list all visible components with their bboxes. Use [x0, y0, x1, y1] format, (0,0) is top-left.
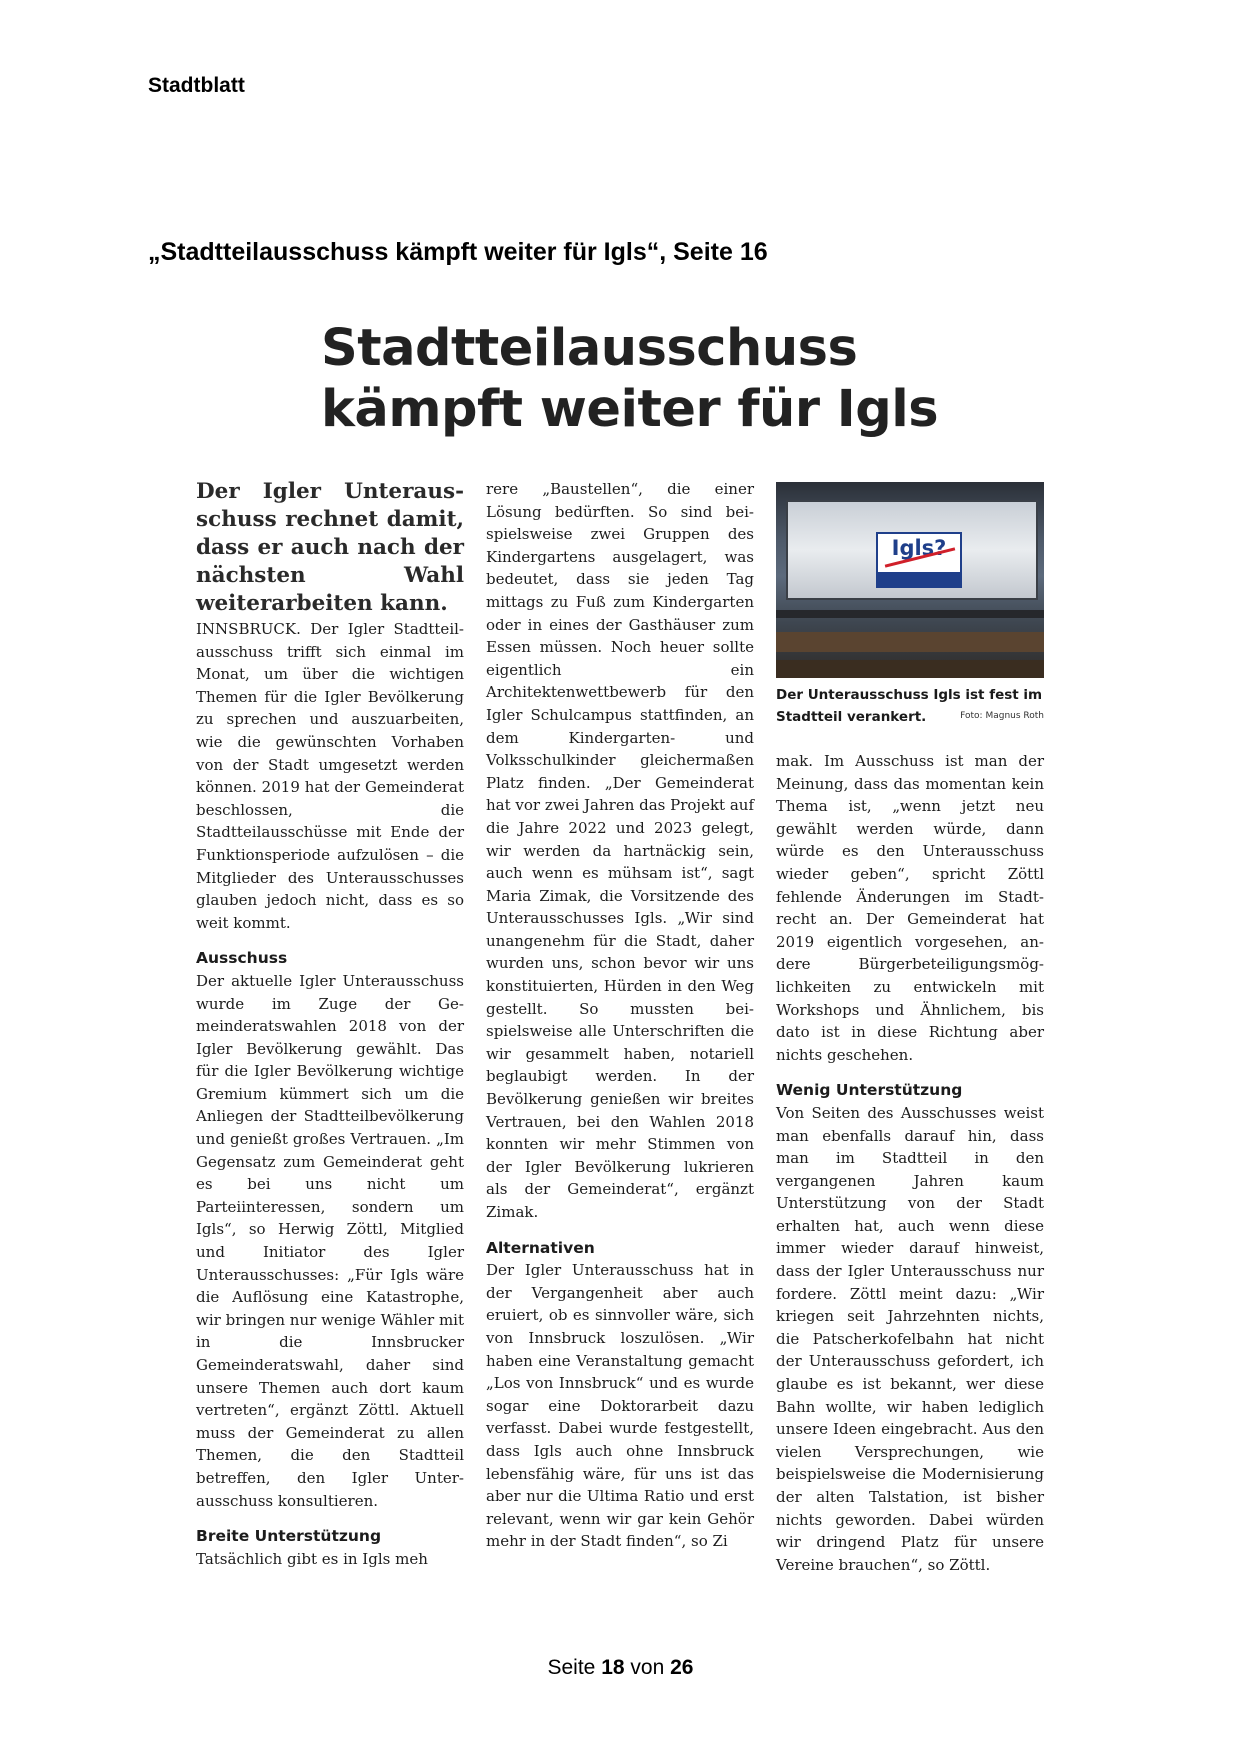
- subheading-alternativen: Alternativen: [486, 1238, 595, 1257]
- caption-text: Der Unterausschuss Igls ist fest im Stadtteil verankert.: [776, 687, 1043, 725]
- subheading-wenig-unterstuetzung: Wenig Unterstützung: [776, 1081, 963, 1100]
- article-reference: „Stadtteilausschuss kämpft weiter für Igls“, Seite 16: [148, 238, 768, 266]
- photo-credit: Foto: Magnus Roth: [960, 711, 1044, 721]
- article-photo: [776, 482, 1044, 678]
- article-headline: [321, 318, 1121, 440]
- paragraph: mak. Im Ausschuss ist man der Meinung, dass das momentan kein Thema ist, „wenn jetzt neu gewählt werden würde, dann würde es den Unterausschuss wieder geben“, spricht Zöttl fehlende Änderungen im Stadtrecht an. Der Gemeinderat hat 2019 eigentlich vorgesehen, andere Bürgerbeteiligungsmöglichkeiten zu entwickeln mit Workshops und Ähnlichem, bis dato ist in diese Richtung aber nichts geschehen.: [776, 752, 1044, 1064]
- headline-line-1: Stadtteilausschuss: [321, 319, 858, 378]
- photo-caption: [776, 684, 1044, 728]
- photo-display-case: [786, 500, 1038, 600]
- paragraph: Der aktuelle Igler Unterausschuss wurde im Zuge der Gemeinderatswahlen 2018 von der Igler Bevölkerung gewählt. Das für die Igler Bevölkerung wichtige Gremium kümmert sich um die Anliegen der Stadtteilbevölkerung und genießt großes Vertrauen. „Im Gegensatz zum Gemeinderat geht es bei uns nicht um Parteiinteressen, sondern um Igls“, so Herwig Zöttl, Mitglied und Initiator des Igler Unterausschusses: „Für Igls wäre die Auflösung eine Katastrophe, wir bringen nur wenige Wähler mit in die Innsbrucker Gemeinderatswahl, daher sind unsere Themen auch dort kaum vertreten“, ergänzt Zöttl. Aktuell muss der Gemeinderat zu allen Themen, die den Stadtteil betreffen, den Igler Unterausschuss konsultieren.: [196, 971, 464, 1510]
- igls-sign-icon: [876, 532, 962, 588]
- paragraph: rere „Baustellen“, die einer Lösung bedürften. So sind beispielsweise zwei Gruppen des Kindergartens ausgelagert, was bedeutet, dass sie jeden Tag mittags zu Fuß zum Kindergarten oder in eines der Gasthäuser zum Essen müssen. Noch heuer sollte eigentlich ein Architektenwettbewerb für den Igler Schulcampus stattfinden, an dem Kindergarten- und Volksschulkinder gleichermaßen Platz finden. „Der Gemeinderat hat vor zwei Jahren das Projekt auf die Jahre 2022 und 2023 gelegt, wir werden da hartnäckig sein, auch wenn es mühsam ist“, sagt Maria Zimak, die Vorsitzende des Unterausschusses Igls. „Wir sind unangenehm für die Stadt, daher wurden uns, schon bevor wir uns konstituierten, Hürden in den Weg gestellt. So mussten beispielsweise alle Unterschriften die wir gesammelt haben, notariell beglaubigt werden. In der Bevölkerung genießen wir breites Vertrauen, bei den Wahlen 2018 konnten wir mehr Stimmen von der Igler Bevölkerung lukrieren als der Gemeinderat“, ergänzt Zimak.: [486, 480, 754, 1221]
- article-lead: Der Igler Unterausschuss rechnet damit, dass er auch nach der nächsten Wahl weiterarbeiten kann.: [196, 479, 464, 616]
- photo-bench: [776, 632, 1044, 652]
- photo-bench-lower: [776, 660, 1044, 678]
- sign-band: [878, 572, 960, 586]
- paragraph: Tatsächlich gibt es in Igls meh: [196, 1549, 428, 1568]
- article-column-2: [486, 478, 754, 1553]
- article-column-3: [776, 750, 1044, 1576]
- headline-line-2: kämpft weiter für Igls: [321, 380, 939, 439]
- footer-page-number: 18: [601, 1656, 625, 1679]
- footer-middle: von: [630, 1656, 665, 1679]
- footer-prefix: Seite: [547, 1656, 596, 1679]
- subheading-breite-unterstuetzung: Breite Unterstützung: [196, 1527, 382, 1546]
- photo-rail: [776, 610, 1044, 618]
- footer-page-total: 26: [670, 1656, 694, 1679]
- sign-text: Igls?: [891, 536, 947, 560]
- paragraph: Von Seiten des Ausschusses weist man ebenfalls darauf hin, dass man im Stadtteil in den vergangenen Jahren kaum Unterstützung von der Stadt erhalten hat, auch wenn diese immer wieder darauf hinweist, dass der Igler Unterausschuss nur fordere. Zöttl meint dazu: „Wir kriegen seit Jahrzehnten nichts, die Patscherkofelbahn hat nicht der Unterausschuss gefordert, ich glaube es ist bekannt, wer diese Bahn wollte, wir haben lediglich unsere Ideen eingebracht. Aus den vielen Versprechungen, wie beispielsweise die Modernisierung der alten Talstation, ist bisher nichts geworden. Dabei würden wir dringend Platz für unsere Vereine brauchen“, so Zöttl.: [776, 1103, 1044, 1574]
- subheading-ausschuss: Ausschuss: [196, 949, 288, 968]
- publication-name: Stadtblatt: [148, 74, 245, 97]
- article-column-1: [196, 478, 464, 1570]
- paragraph: INNSBRUCK. Der Igler Stadtteilausschuss trifft sich einmal im Monat, um über die wichtigen Themen für die Igler Bevölkerung zu sprechen und auszuarbeiten, wie die gewünschten Vorhaben von der Stadt umgesetzt werden können. 2019 hat der Gemeinderat beschlossen, die Stadtteilausschüsse mit Ende der Funktionsperiode aufzulösen – die Mitglieder des Unterausschusses glauben jedoch nicht, dass es so weit kommt.: [196, 620, 464, 932]
- paragraph: Der Igler Unterausschuss hat in der Vergangenheit aber auch eruiert, ob es sinnvoller wäre, sich von Innsbruck loszulösen. „Wir haben eine Veranstaltung gemacht „Los von Innsbruck“ und es wurde sogar eine Doktorarbeit dazu verfasst. Dabei wurde festgestellt, dass Igls auch ohne Innsbruck lebensfähig wäre, für uns ist das aber nur die Ultima Ratio und erst relevant, wenn wir gar kein Gehör mehr in der Stadt finden“, so Zi: [486, 1261, 754, 1551]
- page-footer: [0, 1656, 1241, 1680]
